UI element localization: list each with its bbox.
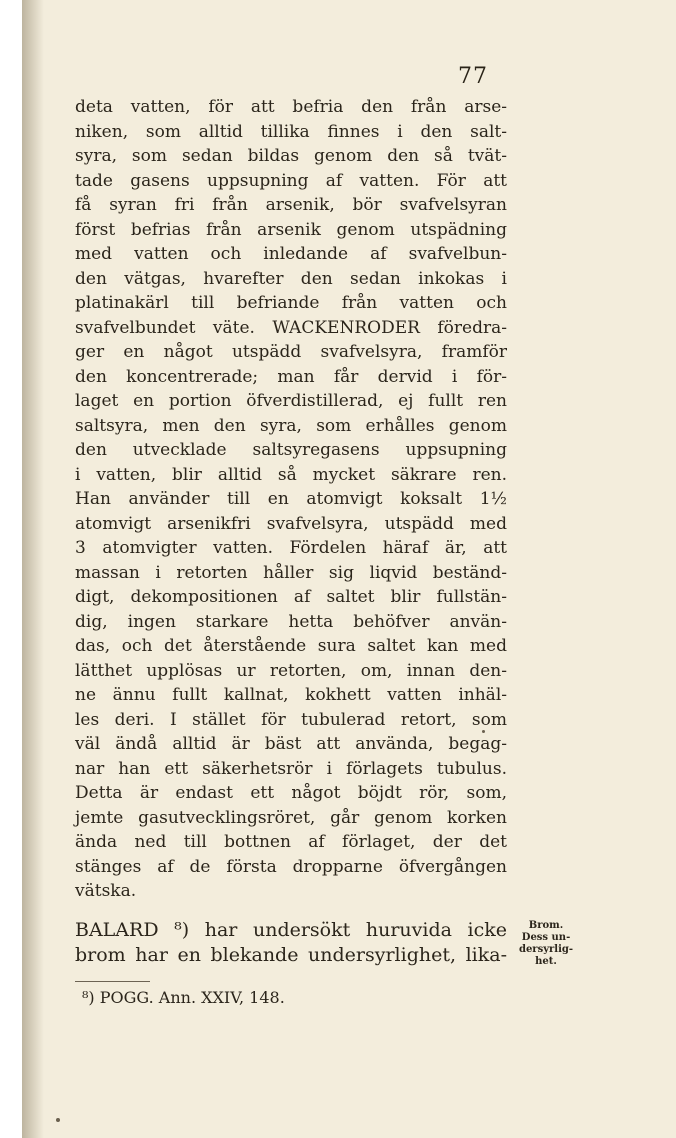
text-line: lätthet upplösas ur retorten, om, innan den- — [75, 660, 507, 681]
main-paragraph — [75, 95, 507, 904]
text-line: få syran fri från arsenik, bör svafvelsyran — [75, 195, 507, 215]
margin-note-line: het. — [535, 956, 557, 967]
text-line: stänges af de första dropparne öfvergången — [75, 856, 507, 877]
page-gutter-shadow — [22, 0, 44, 1138]
text-line: BALARD ⁸) har undersökt huruvida icke — [75, 919, 507, 941]
text-line: Detta är endast ett något böjdt rör, som, — [75, 783, 507, 803]
margin-note — [510, 920, 582, 968]
text-line: Han använder till en atomvigt koksalt 1½ — [75, 489, 507, 509]
text-line: ne ännu fullt kallnat, kokhett vatten inhäl- — [75, 685, 507, 705]
margin-note-line: Dess un- — [521, 932, 571, 943]
text-line: dig, ingen starkare hetta behöfver använ- — [75, 611, 507, 632]
text-line: brom har en blekande undersyrlighet, lika- — [75, 944, 507, 966]
text-line: nar han ett säkerhetsrör i förlagets tubulus. — [75, 758, 507, 779]
text-line: den koncentrerade; man får dervid i för- — [75, 366, 507, 387]
footnote-rule — [75, 981, 150, 982]
text-line: das, och det återstående sura saltet kan med — [75, 636, 507, 656]
text-line: deta vatten, för att befria den från arse- — [75, 97, 507, 117]
text-line: i vatten, blir alltid så mycket säkrare ren. — [75, 464, 507, 485]
paper-speck — [56, 1118, 60, 1122]
text-line: massan i retorten håller sig liqvid beständ- — [75, 562, 507, 583]
text-line: väl ändå alltid är bäst att använda, begag- — [75, 734, 507, 754]
text-line: svafvelbundet väte. WACKENRODER föredra- — [75, 317, 507, 338]
text-line: niken, som alltid tillika finnes i den salt- — [75, 121, 507, 142]
margin-note-line: dersyrlig- — [518, 944, 574, 955]
text-line: digt, dekompositionen af saltet blir fullstän- — [75, 587, 507, 607]
text-line: med vatten och inledande af svafvelbun- — [75, 244, 507, 264]
text-line: saltsyra, men den syra, som erhålles genom — [75, 415, 507, 436]
text-line: atomvigt arsenikfri svafvelsyra, utspädd med — [75, 513, 507, 534]
text-line: jemte gasutvecklingsröret, går genom korken — [75, 807, 507, 828]
text-line: ger en något utspädd svafvelsyra, framför — [75, 342, 507, 362]
text-line: syra, som sedan bildas genom den så tvät- — [75, 146, 507, 166]
paper-speck — [482, 730, 485, 733]
text-line: ända ned till bottnen af förlaget, der det — [75, 832, 507, 852]
text-line: vätska. — [75, 881, 137, 901]
text-line: laget en portion öfverdistillerad, ej fullt ren — [75, 391, 507, 411]
text-line: den utvecklade saltsyregasens uppsupning — [75, 440, 507, 460]
book-page — [22, 0, 676, 1138]
text-line: platinakärl till befriande från vatten och — [75, 293, 507, 313]
brom-paragraph — [75, 918, 507, 968]
page-number: 77 — [458, 64, 488, 89]
text-line: 3 atomvigter vatten. Fördelen häraf är, att — [75, 538, 507, 558]
footnote: ⁸) POGG. Ann. XXIV, 148. — [82, 988, 285, 1007]
text-line: den vätgas, hvarefter den sedan inkokas i — [75, 268, 507, 289]
text-line: tade gasens uppsupning af vatten. För att — [75, 170, 507, 191]
text-line: först befrias från arsenik genom utspädning — [75, 219, 507, 240]
margin-note-line: Brom. — [528, 920, 564, 931]
text-line: les deri. I stället för tubulerad retort, som — [75, 709, 507, 730]
